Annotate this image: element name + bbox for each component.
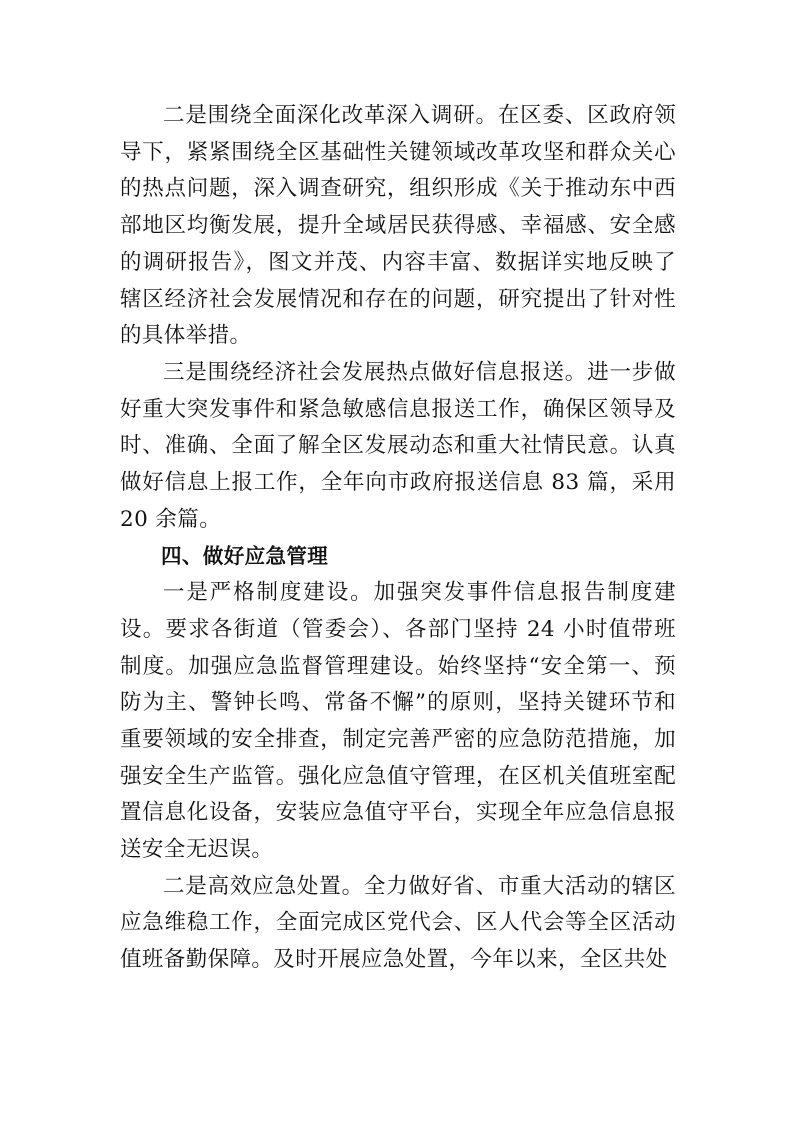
paragraph-reform-research: 二是围绕全面深化改革深入调研。在区委、区政府领导下，紧紧围绕全区基础性关键领域改革攻坚和群众关心的热点问题，深入调查研究，组织形成《关于推动东中西部地区均衡发展，提升全域居民获得感、幸福感、安全感的调研报告》，图文并茂、内容丰富、数据详实地反映了辖区经济社会发展情况和存在的问题，研究提出了针对性的具体举措。 [120,103,676,349]
document-body [120,98,676,979]
paragraph-system-construction: 一是严格制度建设。加强突发事件信息报告制度建设。要求各街道（管委会）、各部门坚持 24 小时值带班制度。加强应急监督管理建设。始终坚持“安全第一、预防为主、警钟长鸣、常备不懈”的原则，坚持关键环节和重要领域的安全排查，制定完善严密的应急防范措施，加强安全生产监管。强化应急值守管理，在区机关值班室配置信息化设备，安装应急值守平台，实现全年应急信息报送安全无迟误。 [120,580,676,863]
paragraph-emergency-response: 二是高效应急处置。全力做好省、市重大活动的辖区应急维稳工作，全面完成区党代会、区人代会等全区活动值班备勤保障。及时开展应急处置，今年以来，全区共处 [120,873,676,973]
paragraph-information-reporting: 三是围绕经济社会发展热点做好信息报送。进一步做好重大突发事件和紧急敏感信息报送工作，确保区领导及时、准确、全面了解全区发展动态和重大社情民意。认真做好信息上报工作，全年向市政府报送信息 83 篇，采用 20 余篇。 [120,359,676,532]
section-heading-emergency-management: 四、做好应急管理 [161,544,329,569]
